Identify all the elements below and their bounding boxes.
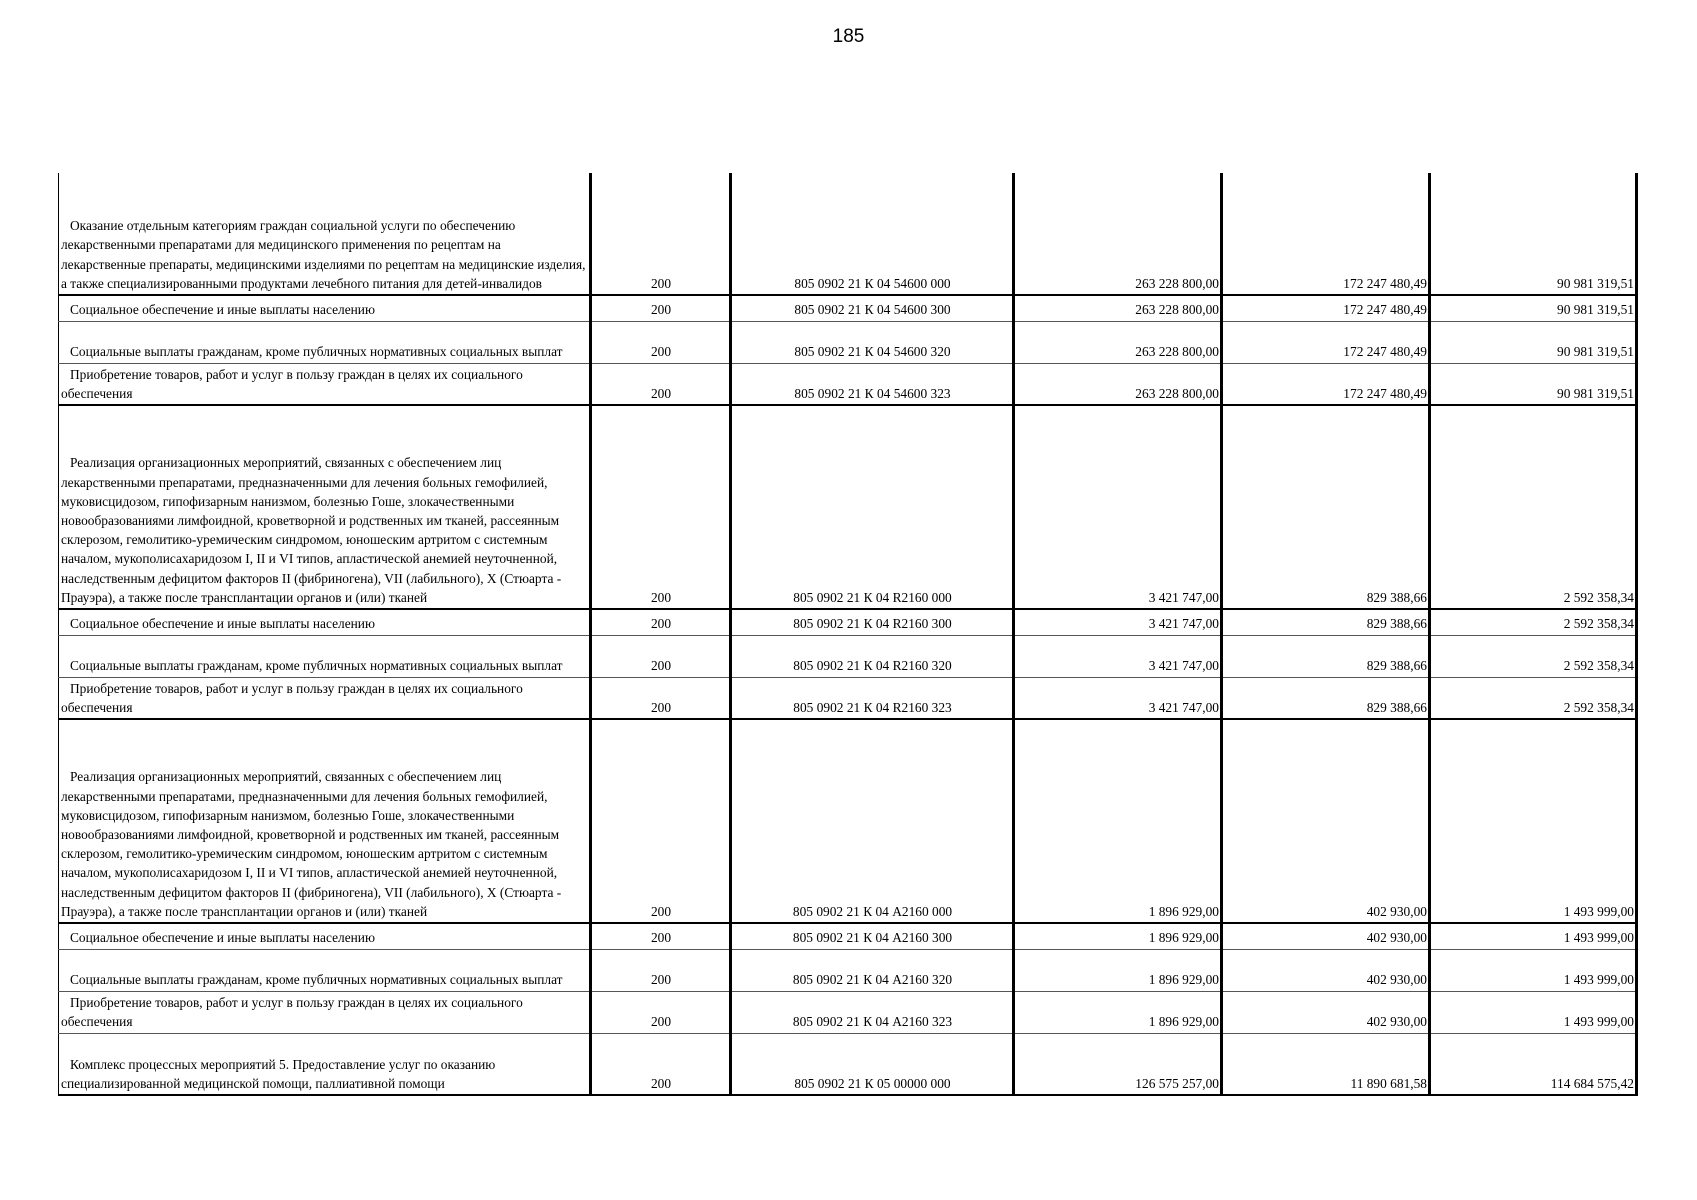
table-row xyxy=(59,321,1637,363)
page-number: 185 xyxy=(832,26,865,47)
row-remainder: 1 493 999,00 xyxy=(1430,949,1637,991)
row-remainder: 114 684 575,42 xyxy=(1430,1033,1637,1095)
row-executed: 402 930,00 xyxy=(1222,949,1430,991)
row-plan: 1 896 929,00 xyxy=(1014,949,1222,991)
table-row xyxy=(59,405,1637,609)
row-remainder: 2 592 358,34 xyxy=(1430,609,1637,635)
row-admin-code: 200 xyxy=(591,991,731,1033)
table-row xyxy=(59,949,1637,991)
row-admin-code: 200 xyxy=(591,719,731,923)
table-row xyxy=(59,1033,1637,1095)
row-executed: 11 890 681,58 xyxy=(1222,1033,1430,1095)
table-row xyxy=(59,295,1637,321)
table-row xyxy=(59,635,1637,677)
budget-execution-table xyxy=(58,173,1638,1096)
table-row xyxy=(59,719,1637,923)
row-name: Социальное обеспечение и иные выплаты населению xyxy=(59,609,591,635)
row-name: Реализация организационных мероприятий, связанных с обеспечением лиц лекарственными препаратами, предназначенными для лечения больных гемофилией, муковисцидозом, гипофизарным нанизмом, болезнью Гоше, злокачественными новообразованиями лимфоидной, кроветворной и родственных им тканей, рассеянным склерозом, гемолитико-уремическим синдромом, юношеским артритом с системным началом, мукополисахаридозом I, II и VI типов, апластической анемией неуточненной, наследственным дефицитом факторов II (фибриногена), VII (лабильного), X (Стюарта - Прауэра), а также после трансплантации органов и (или) тканей xyxy=(59,719,591,923)
row-name: Приобретение товаров, работ и услуг в пользу граждан в целях их социального обеспечения xyxy=(59,991,591,1033)
row-budget-code: 805 0902 21 К 04 R2160 320 xyxy=(731,635,1014,677)
row-remainder: 2 592 358,34 xyxy=(1430,405,1637,609)
row-admin-code: 200 xyxy=(591,173,731,295)
row-executed: 829 388,66 xyxy=(1222,635,1430,677)
row-plan: 126 575 257,00 xyxy=(1014,1033,1222,1095)
row-executed: 829 388,66 xyxy=(1222,677,1430,719)
row-plan: 263 228 800,00 xyxy=(1014,295,1222,321)
row-admin-code: 200 xyxy=(591,321,731,363)
row-name: Комплекс процессных мероприятий 5. Предоставление услуг по оказанию специализированной медицинской помощи, паллиативной помощи xyxy=(59,1033,591,1095)
row-budget-code: 805 0902 21 К 04 54600 320 xyxy=(731,321,1014,363)
row-remainder: 1 493 999,00 xyxy=(1430,991,1637,1033)
row-admin-code: 200 xyxy=(591,677,731,719)
table-row xyxy=(59,363,1637,405)
row-budget-code: 805 0902 21 К 04 54600 300 xyxy=(731,295,1014,321)
table-row xyxy=(59,923,1637,949)
table-row xyxy=(59,173,1637,295)
row-budget-code: 805 0902 21 К 05 00000 000 xyxy=(731,1033,1014,1095)
row-plan: 1 896 929,00 xyxy=(1014,991,1222,1033)
row-budget-code: 805 0902 21 К 04 54600 323 xyxy=(731,363,1014,405)
row-name: Социальные выплаты гражданам, кроме публичных нормативных социальных выплат xyxy=(59,949,591,991)
row-plan: 263 228 800,00 xyxy=(1014,363,1222,405)
row-admin-code: 200 xyxy=(591,1033,731,1095)
row-budget-code: 805 0902 21 К 04 А2160 320 xyxy=(731,949,1014,991)
row-executed: 402 930,00 xyxy=(1222,991,1430,1033)
row-budget-code: 805 0902 21 К 04 А2160 000 xyxy=(731,719,1014,923)
row-plan: 263 228 800,00 xyxy=(1014,321,1222,363)
row-plan: 3 421 747,00 xyxy=(1014,609,1222,635)
row-remainder: 90 981 319,51 xyxy=(1430,321,1637,363)
row-name: Оказание отдельным категориям граждан социальной услуги по обеспечению лекарственными препаратами для медицинского применения по рецептам на лекарственные препараты, медицинскими изделиями по рецептам на медицинские изделия, а также специализированными продуктами лечебного питания для детей-инвалидов xyxy=(59,173,591,295)
row-plan: 263 228 800,00 xyxy=(1014,173,1222,295)
row-admin-code: 200 xyxy=(591,635,731,677)
row-name: Приобретение товаров, работ и услуг в пользу граждан в целях их социального обеспечения xyxy=(59,363,591,405)
row-budget-code: 805 0902 21 К 04 А2160 323 xyxy=(731,991,1014,1033)
row-admin-code: 200 xyxy=(591,295,731,321)
row-plan: 3 421 747,00 xyxy=(1014,677,1222,719)
row-plan: 1 896 929,00 xyxy=(1014,719,1222,923)
row-executed: 402 930,00 xyxy=(1222,719,1430,923)
row-executed: 402 930,00 xyxy=(1222,923,1430,949)
row-remainder: 1 493 999,00 xyxy=(1430,719,1637,923)
row-remainder: 1 493 999,00 xyxy=(1430,923,1637,949)
row-name: Социальное обеспечение и иные выплаты населению xyxy=(59,923,591,949)
row-executed: 172 247 480,49 xyxy=(1222,295,1430,321)
row-admin-code: 200 xyxy=(591,609,731,635)
row-name: Социальное обеспечение и иные выплаты населению xyxy=(59,295,591,321)
row-executed: 172 247 480,49 xyxy=(1222,321,1430,363)
row-budget-code: 805 0902 21 К 04 А2160 300 xyxy=(731,923,1014,949)
row-plan: 1 896 929,00 xyxy=(1014,923,1222,949)
row-remainder: 90 981 319,51 xyxy=(1430,295,1637,321)
row-plan: 3 421 747,00 xyxy=(1014,405,1222,609)
row-budget-code: 805 0902 21 К 04 R2160 323 xyxy=(731,677,1014,719)
row-name: Приобретение товаров, работ и услуг в пользу граждан в целях их социального обеспечения xyxy=(59,677,591,719)
table-row xyxy=(59,677,1637,719)
row-remainder: 90 981 319,51 xyxy=(1430,173,1637,295)
row-name: Реализация организационных мероприятий, связанных с обеспечением лиц лекарственными препаратами, предназначенными для лечения больных гемофилией, муковисцидозом, гипофизарным нанизмом, болезнью Гоше, злокачественными новообразованиями лимфоидной, кроветворной и родственных им тканей, рассеянным склерозом, гемолитико-уремическим синдромом, юношеским артритом с системным началом, мукополисахаридозом I, II и VI типов, апластической анемией неуточненной, наследственным дефицитом факторов II (фибриногена), VII (лабильного), X (Стюарта - Прауэра), а также после трансплантации органов и (или) тканей xyxy=(59,405,591,609)
row-remainder: 2 592 358,34 xyxy=(1430,677,1637,719)
row-executed: 829 388,66 xyxy=(1222,609,1430,635)
table-row xyxy=(59,991,1637,1033)
table-row xyxy=(59,609,1637,635)
row-plan: 3 421 747,00 xyxy=(1014,635,1222,677)
row-executed: 829 388,66 xyxy=(1222,405,1430,609)
row-remainder: 90 981 319,51 xyxy=(1430,363,1637,405)
row-name: Социальные выплаты гражданам, кроме публичных нормативных социальных выплат xyxy=(59,635,591,677)
row-admin-code: 200 xyxy=(591,949,731,991)
row-budget-code: 805 0902 21 К 04 R2160 000 xyxy=(731,405,1014,609)
row-name: Социальные выплаты гражданам, кроме публичных нормативных социальных выплат xyxy=(59,321,591,363)
row-admin-code: 200 xyxy=(591,363,731,405)
row-budget-code: 805 0902 21 К 04 R2160 300 xyxy=(731,609,1014,635)
row-executed: 172 247 480,49 xyxy=(1222,173,1430,295)
row-admin-code: 200 xyxy=(591,405,731,609)
row-executed: 172 247 480,49 xyxy=(1222,363,1430,405)
row-remainder: 2 592 358,34 xyxy=(1430,635,1637,677)
row-budget-code: 805 0902 21 К 04 54600 000 xyxy=(731,173,1014,295)
row-admin-code: 200 xyxy=(591,923,731,949)
